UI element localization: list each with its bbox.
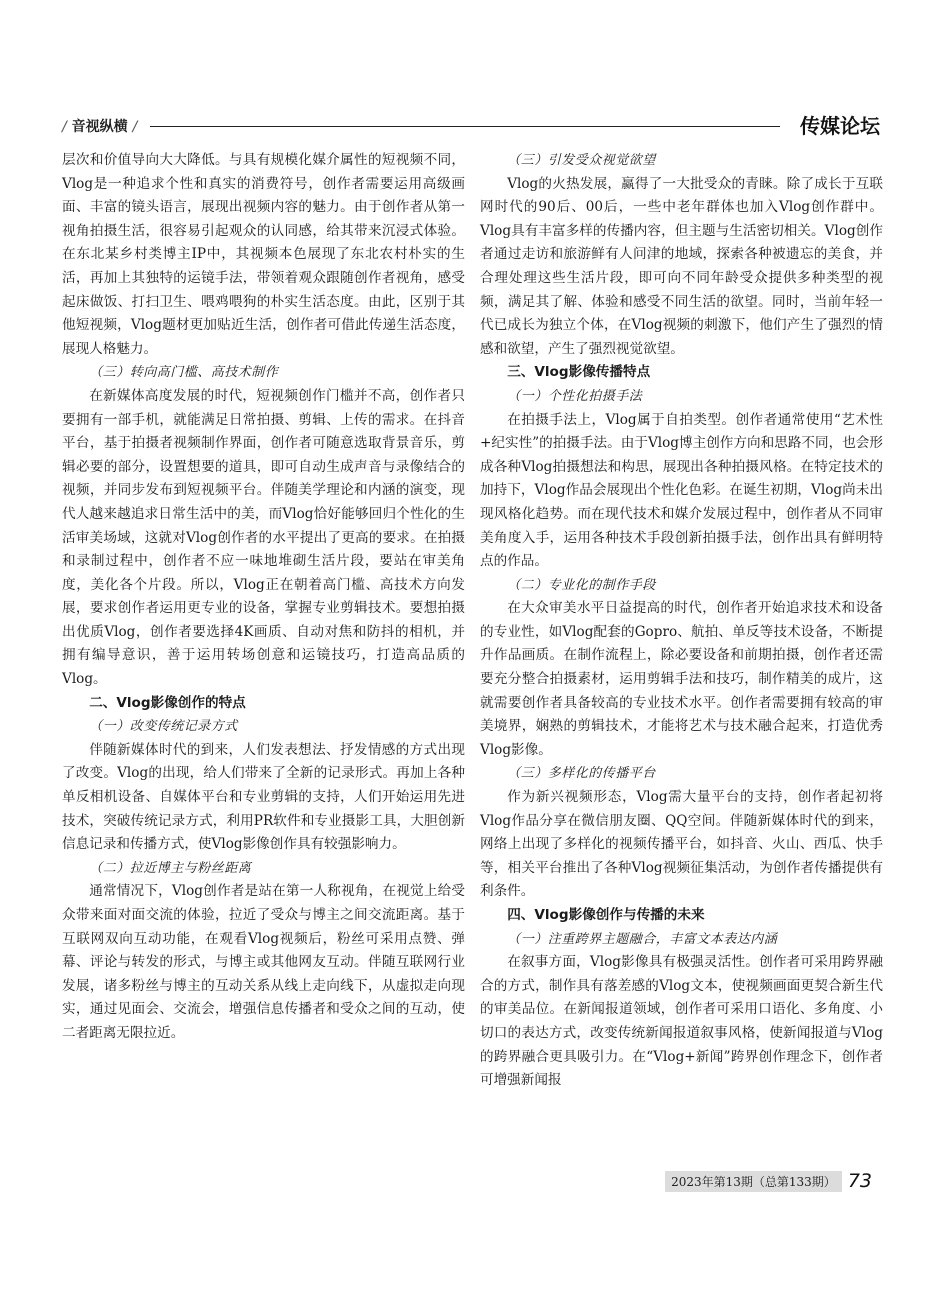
subsection-heading: （三）转向高门槛、高技术制作 xyxy=(89,365,279,381)
section-heading: 二、Vlog影像创作的特点 xyxy=(89,694,246,711)
section-label xyxy=(62,116,137,136)
header-rule xyxy=(150,126,780,127)
paragraph: 层次和价值导向大大降低。与具有规模化媒介属性的短视频不同，Vlog是一种追求个性和真实的消费符号，创作者需要运用高级画面、丰富的镜头语言，展现出视频内容的魅力。由于创作者从第一视角拍摄生活，很容易引起观众的认同感，给其带来沉浸式体验。在东北某乡村类博主IP中，其视频本色展现了东北农村朴实的生活，再加上其独特的运镜手法，带领着观众跟随创作者视角，感受起床做饭、打扫卫生、喂鸡喂狗的朴实生活态度。由此，区别于其他短视频，Vlog题材更加贴近生活，创作者可借此传递生活态度，展现人格魅力。 xyxy=(62,152,465,357)
paragraph: 在叙事方面，Vlog影像具有极强灵活性。创作者可采用跨界融合的方式，制作具有落差感的Vlog文本，使视频画面更契合新生代的审美品位。在新闻报道领域，创作者可采用口语化、多角度、小切口的表达方式，改变传统新闻报道叙事风格，使新闻报道与Vlog的跨界融合更具吸引力。在“Vlog+新闻”跨界创作理念下，创作者可增强新闻报 xyxy=(480,954,883,1089)
page-footer xyxy=(665,1170,872,1192)
paragraph: Vlog的火热发展，赢得了一大批受众的青睐。除了成长于互联网时代的90后、00后，一些中老年群体也加入Vlog创作群中。Vlog具有丰富多样的传播内容，但主题与生活密切相关。Vlog创作者通过走访和旅游鲜有人问津的地域，探索各种被遗忘的美食，并合理处理这些生活片段，即可向不同年龄受众提供多种类型的视频，满足其了解、体验和感受不同生活的欲望。同时，当前年轻一代已成长为独立个体，在Vlog视频的刺激下，他们产生了强烈的情感和欲望，产生了强烈视觉欲望。 xyxy=(480,175,883,357)
section-heading: 三、Vlog影像传播特点 xyxy=(507,364,651,381)
paragraph: 在大众审美水平日益提高的时代，创作者开始追求技术和设备的专业性，如Vlog配套的Gopro、航拍、单反等技术设备，不断提升作品画质。在制作流程上，除必要设备和前期拍摄，创作者还需要充分整合拍摄素材，运用剪辑手法和技巧，制作精美的成片，这就需要创作者具备较高的专业技术水平。创作者需要拥有较高的审美境界，娴熟的剪辑技术，才能将艺术与技术融合起来，打造优秀Vlog影像。 xyxy=(480,600,883,758)
subsection-heading: （二）拉近博主与粉丝距离 xyxy=(89,860,252,876)
subsection-heading: （三）多样化的传播平台 xyxy=(507,766,656,782)
left-column xyxy=(62,149,465,1046)
subsection-heading: （一）改变传统记录方式 xyxy=(89,719,238,735)
issue-label: 2023年第13期（总第133期） xyxy=(665,1171,842,1192)
section-heading: 四、Vlog影像创作与传播的未来 xyxy=(507,907,705,923)
subsection-heading: （一）注重跨界主题融合，丰富文本表达内涵 xyxy=(507,931,778,947)
subsection-heading: （一）个性化拍摄手法 xyxy=(507,388,643,404)
section-name: 音视纵横 xyxy=(71,119,128,135)
page-header xyxy=(62,112,880,142)
subsection-heading: （二）专业化的制作手段 xyxy=(507,577,656,593)
right-column xyxy=(480,149,883,1093)
slash-right: / xyxy=(132,119,138,135)
paragraph: 在拍摄手法上，Vlog属于自拍类型。创作者通常使用“艺术性+纪实性”的拍摄手法。由于Vlog博主创作方向和思路不同，也会形成各种Vlog拍摄想法和构思，展现出各种拍摄风格。在特定技术的加持下，Vlog作品会展现出个性化色彩。在诞生初期，Vlog尚未出现风格化趋势。而在现代技术和媒介发展过程中，创作者从不同审美角度入手，运用各种技术手段创新拍摄手法，创作出具有鲜明特点的作品。 xyxy=(480,411,883,570)
page-number: 73 xyxy=(847,1170,872,1192)
column-title: 传媒论坛 xyxy=(800,114,880,138)
subsection-heading: （三）引发受众视觉欲望 xyxy=(507,153,656,168)
paragraph: 通常情况下，Vlog创作者是站在第一人称视角，在视觉上给受众带来面对面交流的体验，拉近了受众与博主之间交流距离。基于互联网双向互动功能，在观看Vlog视频后，粉丝可采用点赞、弹幕、评论与转发的形式，与博主或其他网友互动。伴随互联网行业发展，诸多粉丝与博主的互动关系从线上走向线下，从虚拟走向现实，通过见面会、交流会，增强信息传播者和受众之间的互动，使二者距离无限拉近。 xyxy=(62,883,465,1041)
paragraph: 在新媒体高度发展的时代，短视频创作门槛并不高，创作者只要拥有一部手机，就能满足日常拍摄、剪辑、上传的需求。在抖音平台，基于拍摄者视频制作界面，创作者可随意选取背景音乐，剪辑必要的部分，设置想要的道具，即可自动生成声音与录像结合的视频，并同步发布到短视频平台。伴随美学理论和内涵的演变，现代人越来越追求日常生活中的美，而Vlog恰好能够回归个性化的生活审美场域，这就对Vlog创作者的水平提出了更高的要求。在拍摄和录制过程中，创作者不应一味地堆砌生活片段，要站在审美角度，美化各个片段。所以，Vlog正在朝着高门槛、高技术方向发展，要求创作者运用更专业的设备，掌握专业剪辑技术。要想拍摄出优质Vlog，创作者要选择4K画质、自动对焦和防抖的相机，并拥有编导意识，善于运用转场创意和运镜技巧，打造高品质的Vlog。 xyxy=(62,387,465,688)
paragraph: 作为新兴视频形态，Vlog需大量平台的支持，创作者起初将Vlog作品分享在微信朋友圈、QQ空间。伴随新媒体时代的到来，网络上出现了多样化的视频传播平台，如抖音、火山、西瓜、快手等，相关平台推出了各种Vlog视频征集活动，为创作者传播提供有利条件。 xyxy=(480,789,883,900)
slash-left: / xyxy=(62,119,67,135)
paragraph: 伴随新媒体时代的到来，人们发表想法、抒发情感的方式出现了改变。Vlog的出现，给人们带来了全新的记录形式。再加上各种单反相机设备、自媒体平台和专业剪辑的支持，人们开始运用先进技术，突破传统记录方式，利用PR软件和专业摄影工具，大胆创新信息记录和传播方式，使Vlog影像创作具有较强影响力。 xyxy=(62,741,465,853)
